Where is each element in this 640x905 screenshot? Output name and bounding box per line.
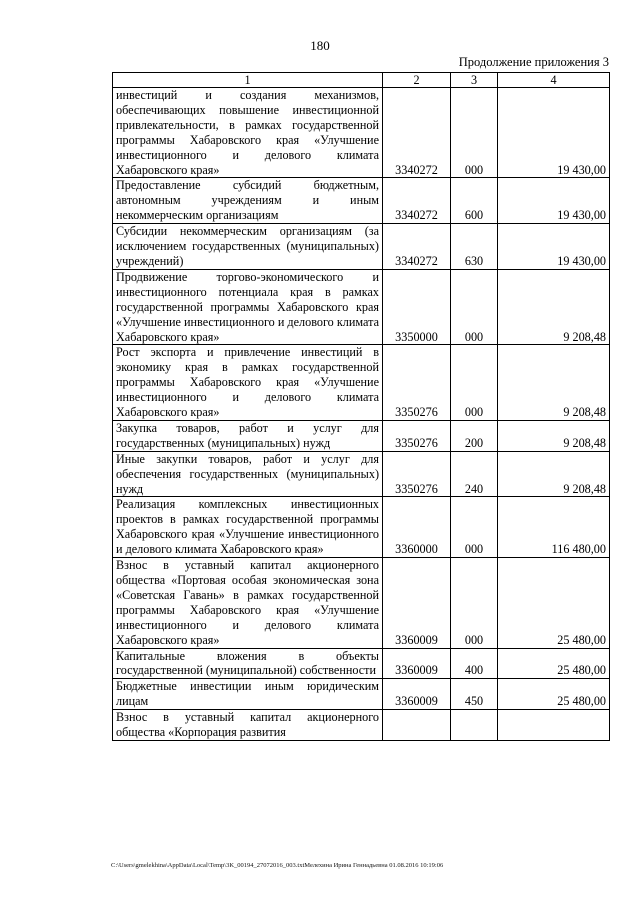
column-header-3: 3 bbox=[451, 73, 498, 88]
row-expense-type: 000 bbox=[451, 558, 498, 648]
row-description: Капитальные вложения в объекты государственной (муниципальной) собственности bbox=[113, 648, 383, 679]
row-description: Рост экспорта и привлечение инвестиций в экономику края в рамках государственной программы Хабаровского края «Улучшение инвестиционного и делового климата Хабаровского края» bbox=[113, 345, 383, 421]
row-amount: 19 430,00 bbox=[498, 88, 610, 178]
row-amount: 9 208,48 bbox=[498, 420, 610, 451]
table-row bbox=[113, 178, 610, 224]
row-expense-type: 630 bbox=[451, 224, 498, 270]
row-description: Субсидии некоммерческим организациям (за исключением государственных (муниципальных) учреждений) bbox=[113, 224, 383, 270]
table-row bbox=[113, 710, 610, 741]
row-target-code: 3360009 bbox=[383, 648, 451, 679]
row-amount: 9 208,48 bbox=[498, 269, 610, 345]
row-target-code: 3350276 bbox=[383, 420, 451, 451]
row-amount: 19 430,00 bbox=[498, 178, 610, 224]
table-row bbox=[113, 558, 610, 648]
table-row bbox=[113, 345, 610, 421]
row-description: инвестиций и создания механизмов, обеспечивающих повышение инвестиционной привлекательности, в рамках государственной программы Хабаровского края «Улучшение инвестиционного и делового климата Хабаровского края» bbox=[113, 88, 383, 178]
table-row bbox=[113, 679, 610, 710]
budget-table bbox=[112, 72, 610, 741]
row-expense-type: 600 bbox=[451, 178, 498, 224]
row-target-code bbox=[383, 710, 451, 741]
appendix-continuation-label: Продолжение приложения 3 bbox=[458, 55, 609, 69]
row-amount: 9 208,48 bbox=[498, 451, 610, 497]
row-description: Взнос в уставный капитал акционерного общества «Корпорация развития bbox=[113, 710, 383, 741]
row-expense-type bbox=[451, 710, 498, 741]
column-header-4: 4 bbox=[498, 73, 610, 88]
row-target-code: 3360000 bbox=[383, 497, 451, 558]
row-expense-type: 240 bbox=[451, 451, 498, 497]
table-header-row bbox=[113, 73, 610, 88]
row-description: Закупка товаров, работ и услуг для государственных (муниципальных) нужд bbox=[113, 420, 383, 451]
row-expense-type: 000 bbox=[451, 269, 498, 345]
page-number: 180 bbox=[310, 38, 330, 53]
row-description: Иные закупки товаров, работ и услуг для обеспечения государственных (муниципальных) нужд bbox=[113, 451, 383, 497]
row-target-code: 3360009 bbox=[383, 558, 451, 648]
column-header-1: 1 bbox=[113, 73, 383, 88]
row-description: Реализация комплексных инвестиционных проектов в рамках государственной программы Хабаровского края «Улучшение инвестиционного и делового климата Хабаровского края» bbox=[113, 497, 383, 558]
row-target-code: 3350276 bbox=[383, 451, 451, 497]
file-path-footer: C:\Users\gmelekhina\AppData\Local\Temp\3K_00194_27072016_003.txtМелехина Ирина Геннадьевна 01.08.2016 10:19:06 bbox=[111, 862, 444, 869]
row-description: Бюджетные инвестиции иным юридическим лицам bbox=[113, 679, 383, 710]
row-amount bbox=[498, 710, 610, 741]
row-description: Продвижение торгово-экономического и инвестиционного потенциала края в рамках государственной программы Хабаровского края «Улучшение инвестиционного и делового климата Хабаровского края» bbox=[113, 269, 383, 345]
row-amount: 25 480,00 bbox=[498, 648, 610, 679]
table-row bbox=[113, 420, 610, 451]
row-expense-type: 450 bbox=[451, 679, 498, 710]
row-amount: 9 208,48 bbox=[498, 345, 610, 421]
row-target-code: 3340272 bbox=[383, 88, 451, 178]
table-row bbox=[113, 88, 610, 178]
row-expense-type: 000 bbox=[451, 88, 498, 178]
table-row bbox=[113, 648, 610, 679]
row-amount: 116 480,00 bbox=[498, 497, 610, 558]
row-target-code: 3350000 bbox=[383, 269, 451, 345]
row-description: Взнос в уставный капитал акционерного общества «Портовая особая экономическая зона «Советская Гавань» в рамках государственной программы Хабаровского края «Улучшение инвестиционного и делового климата Хабаровского края» bbox=[113, 558, 383, 648]
table-row bbox=[113, 497, 610, 558]
row-target-code: 3350276 bbox=[383, 345, 451, 421]
column-header-2: 2 bbox=[383, 73, 451, 88]
row-description: Предоставление субсидий бюджетным, автономным учреждениям и иным некоммерческим организациям bbox=[113, 178, 383, 224]
row-expense-type: 000 bbox=[451, 345, 498, 421]
row-expense-type: 400 bbox=[451, 648, 498, 679]
table-row bbox=[113, 451, 610, 497]
table-row bbox=[113, 224, 610, 270]
row-amount: 25 480,00 bbox=[498, 558, 610, 648]
row-target-code: 3340272 bbox=[383, 224, 451, 270]
row-amount: 19 430,00 bbox=[498, 224, 610, 270]
row-expense-type: 000 bbox=[451, 497, 498, 558]
row-target-code: 3340272 bbox=[383, 178, 451, 224]
table-row bbox=[113, 269, 610, 345]
row-expense-type: 200 bbox=[451, 420, 498, 451]
row-amount: 25 480,00 bbox=[498, 679, 610, 710]
row-target-code: 3360009 bbox=[383, 679, 451, 710]
